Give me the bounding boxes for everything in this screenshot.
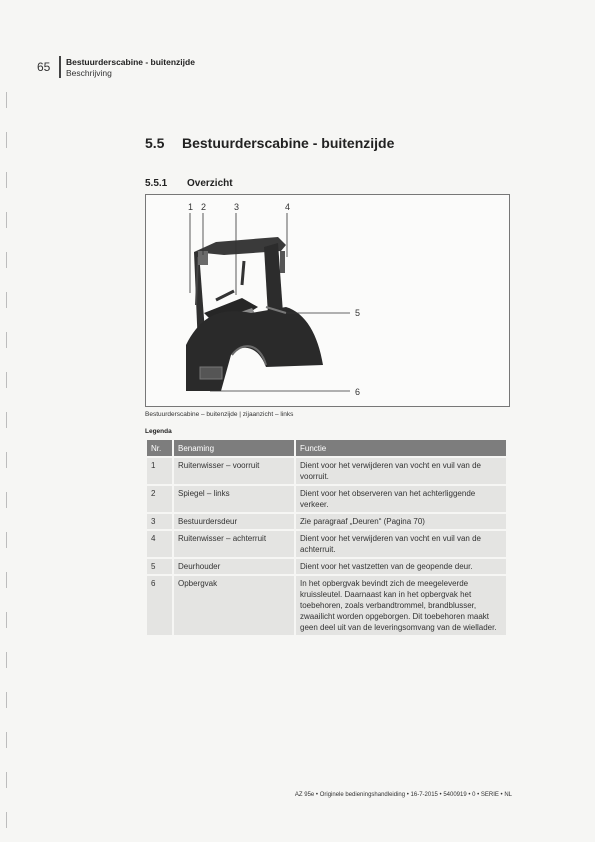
- col-header-functie: Functie: [296, 440, 506, 456]
- col-header-nr: Nr.: [147, 440, 172, 456]
- subsection-title: Overzicht: [187, 178, 233, 189]
- cabin-drawing: [186, 237, 323, 391]
- binder-mark: [6, 572, 10, 588]
- row-benaming: Opbergvak: [174, 576, 294, 635]
- binder-mark: [6, 132, 10, 148]
- row-functie: Zie paragraaf „Deuren“ (Pagina 70): [296, 514, 506, 529]
- cabin-illustration: [146, 195, 509, 406]
- legend-label: Legenda: [145, 428, 172, 435]
- callout-4: 4: [285, 202, 291, 212]
- table-row: [147, 486, 506, 512]
- binder-mark: [6, 212, 10, 228]
- row-benaming: Ruitenwisser – achterruit: [174, 531, 294, 557]
- row-nr: 2: [147, 486, 172, 512]
- section-number: 5.5: [145, 135, 165, 151]
- binder-mark: [6, 252, 10, 268]
- row-nr: 5: [147, 559, 172, 574]
- row-nr: 3: [147, 514, 172, 529]
- callout-5: 5: [355, 308, 361, 318]
- row-functie: Dient voor het observeren van het achterliggende verkeer.: [296, 486, 506, 512]
- binder-mark: [6, 92, 10, 108]
- binder-mark: [6, 372, 10, 388]
- row-functie: In het opbergvak bevindt zich de meegeleverde kruissleutel. Daarnaast kan in het opbergvak het toebehoren, zoals verbandtrommel, brandblusser, zwaailicht worden opgeborgen. Dit toebehoren maakt geen deel uit van de leveringsomvang van de wiellader.: [296, 576, 506, 635]
- binder-mark: [6, 492, 10, 508]
- legend-table: [145, 438, 508, 637]
- table-row: [147, 559, 506, 574]
- binder-mark: [6, 652, 10, 668]
- row-nr: 4: [147, 531, 172, 557]
- binder-mark: [6, 692, 10, 708]
- header-subtitle: Beschrijving: [66, 68, 112, 78]
- page-footer: AZ 95e • Originele bedieningshandleiding • 16-7-2015 • 5400919 • 0 • SERIE • NL: [294, 792, 512, 798]
- row-functie: Dient voor het verwijderen van vocht en vuil van de voorruit.: [296, 458, 506, 484]
- callout-3: 3: [234, 202, 240, 212]
- table-row: [147, 514, 506, 529]
- binder-mark: [6, 412, 10, 428]
- row-nr: 1: [147, 458, 172, 484]
- binder-mark: [6, 532, 10, 548]
- row-benaming: Deurhouder: [174, 559, 294, 574]
- cabin-figure: [145, 194, 510, 407]
- row-benaming: Ruitenwisser – voorruit: [174, 458, 294, 484]
- table-row: [147, 576, 506, 635]
- binder-mark: [6, 612, 10, 628]
- row-benaming: Bestuurdersdeur: [174, 514, 294, 529]
- callout-1: 1: [188, 202, 194, 212]
- row-benaming: Spiegel – links: [174, 486, 294, 512]
- binder-mark: [6, 332, 10, 348]
- header-title: Bestuurderscabine - buitenzijde: [66, 57, 195, 67]
- legend-header-row: [147, 440, 506, 456]
- callout-2: 2: [201, 202, 207, 212]
- binder-mark: [6, 292, 10, 308]
- binder-mark: [6, 172, 10, 188]
- header-divider: [59, 56, 61, 78]
- binder-mark: [6, 772, 10, 788]
- row-functie: Dient voor het verwijderen van vocht en vuil van de achterruit.: [296, 531, 506, 557]
- subsection-number: 5.5.1: [145, 178, 168, 189]
- table-row: [147, 531, 506, 557]
- section-title: Bestuurderscabine - buitenzijde: [182, 135, 395, 151]
- callout-6: 6: [355, 387, 361, 397]
- row-nr: 6: [147, 576, 172, 635]
- row-functie: Dient voor het vastzetten van de geopende deur.: [296, 559, 506, 574]
- binder-mark: [6, 732, 10, 748]
- page-number: 65: [37, 60, 51, 74]
- binder-mark: [6, 452, 10, 468]
- col-header-benaming: Benaming: [174, 440, 294, 456]
- figure-caption: Bestuurderscabine – buitenzijde | zijaanzicht – links: [145, 411, 294, 418]
- table-row: [147, 458, 506, 484]
- binder-mark: [6, 812, 10, 828]
